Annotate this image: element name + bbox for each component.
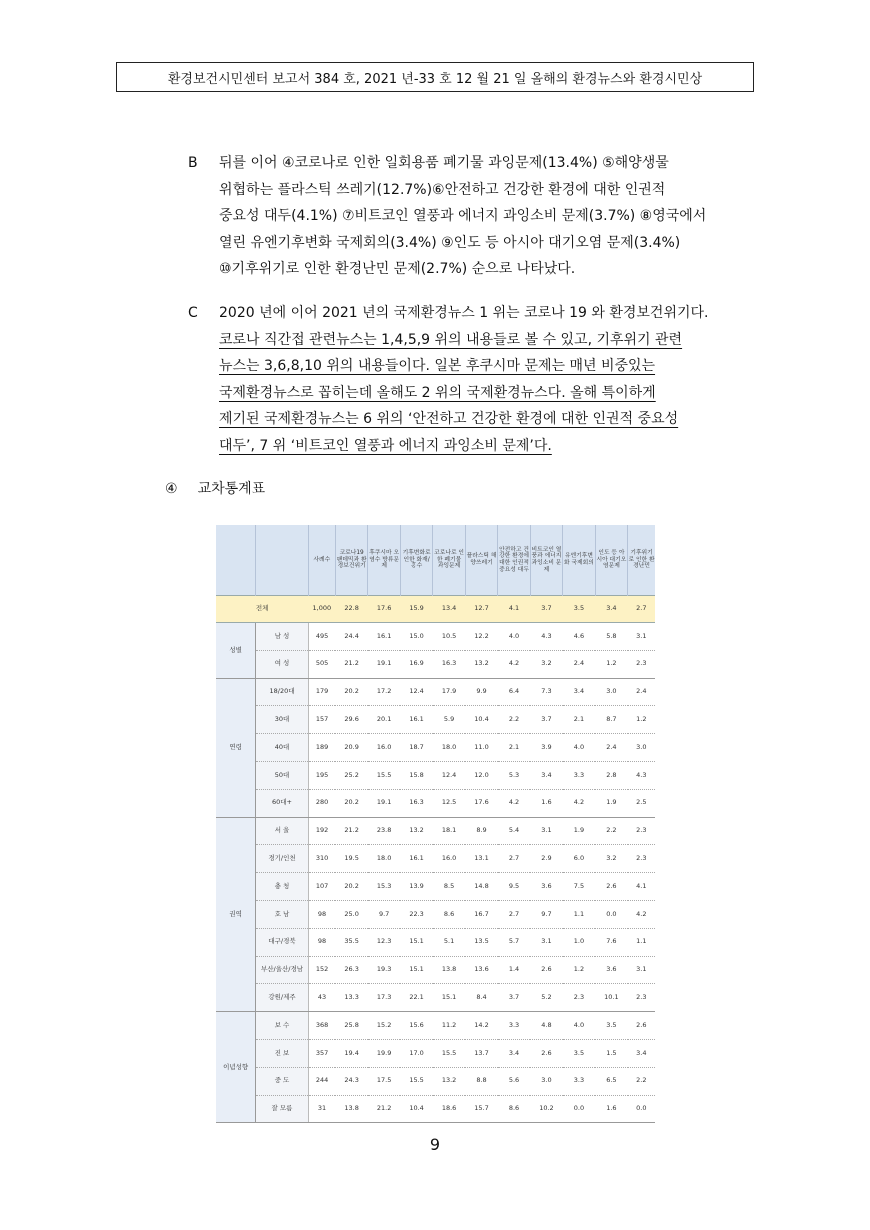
table-cell: 8.5 xyxy=(433,873,465,901)
table-row xyxy=(216,678,655,706)
table-cell: 280 xyxy=(308,789,335,817)
table-cell: 5.6 xyxy=(498,1067,530,1095)
table-cell: 9.7 xyxy=(530,900,562,928)
table-cell: 12.7 xyxy=(465,596,497,623)
table-cell: 19.1 xyxy=(368,789,400,817)
table-cell: 17.5 xyxy=(368,1067,400,1095)
table-cell: 16.1 xyxy=(400,706,432,734)
table-cell: 19.1 xyxy=(368,650,400,678)
table-row xyxy=(216,706,655,734)
table-cell: 2.2 xyxy=(628,1067,655,1095)
table-cell: 16.7 xyxy=(465,900,497,928)
table-cell: 7.5 xyxy=(563,873,595,901)
table-cell: 192 xyxy=(308,817,335,845)
table-header-cell: 안전하고 건강한 환경에 대한 인권적 중요성 대두 xyxy=(498,525,530,596)
row-label: 강원/제주 xyxy=(256,984,308,1012)
table-row xyxy=(216,761,655,789)
paragraph-b-line: 뒤를 이어 ④코로나로 인한 일회용품 폐기물 과잉문제(13.4%) ⑤해양생물 xyxy=(219,155,669,171)
table-cell: 3.0 xyxy=(595,678,627,706)
table-cell: 152 xyxy=(308,956,335,984)
paragraph-c-line: 국제환경뉴스로 꼽히는데 올해도 2 위의 국제환경뉴스다. 올해 특이하게 xyxy=(219,384,656,401)
table-cell: 6.0 xyxy=(563,845,595,873)
table-cell: 4.8 xyxy=(530,1012,562,1040)
table-cell: 25.2 xyxy=(335,761,367,789)
table-cell: 5.3 xyxy=(498,761,530,789)
table-cell: 16.0 xyxy=(433,845,465,873)
table-header-cell: 인도 등 아시아 대기오염문제 xyxy=(595,525,627,596)
table-cell: 3.1 xyxy=(530,817,562,845)
table-cell: 25.0 xyxy=(335,900,367,928)
table-cell: 14.2 xyxy=(465,1012,497,1040)
table-cell: 5.4 xyxy=(498,817,530,845)
row-label: 18/20대 xyxy=(256,678,308,706)
table-cell: 1.6 xyxy=(595,1095,627,1123)
table-row xyxy=(216,873,655,901)
table-cell: 189 xyxy=(308,734,335,762)
table-cell: 12.2 xyxy=(465,623,497,651)
table-header-cell: 코로나로 인한 폐기물 과잉문제 xyxy=(433,525,465,596)
table-cell: 3.5 xyxy=(563,1039,595,1067)
table-cell: 16.9 xyxy=(400,650,432,678)
table-cell: 3.5 xyxy=(595,1012,627,1040)
table-cell: 2.3 xyxy=(628,845,655,873)
table-cell: 23.8 xyxy=(368,817,400,845)
table-cell: 13.8 xyxy=(433,956,465,984)
table-cell: 4.6 xyxy=(563,623,595,651)
table-row xyxy=(216,984,655,1012)
table-cell: 17.6 xyxy=(465,789,497,817)
table-cell: 2.7 xyxy=(498,900,530,928)
table-cell: 13.8 xyxy=(335,1095,367,1123)
row-label: 잘 모름 xyxy=(256,1095,308,1123)
table-cell: 3.7 xyxy=(530,706,562,734)
table-cell: 12.3 xyxy=(368,928,400,956)
table-cell: 4.2 xyxy=(628,900,655,928)
table-cell: 17.9 xyxy=(433,678,465,706)
section-title: 교차통계표 xyxy=(197,481,266,497)
table-cell: 8.7 xyxy=(595,706,627,734)
table-cell: 3.2 xyxy=(595,845,627,873)
row-label: 50대 xyxy=(256,761,308,789)
table-cell: 17.2 xyxy=(368,678,400,706)
table-cell: 3.4 xyxy=(530,761,562,789)
table-cell: 43 xyxy=(308,984,335,1012)
table-cell: 4.0 xyxy=(563,1012,595,1040)
table-cell: 22.8 xyxy=(335,596,367,623)
report-header xyxy=(116,62,754,92)
table-cell: 2.7 xyxy=(628,596,655,623)
table-cell: 5.9 xyxy=(433,706,465,734)
table-cell: 5.7 xyxy=(498,928,530,956)
table-cell: 19.5 xyxy=(335,845,367,873)
table-cell: 22.1 xyxy=(400,984,432,1012)
table-cell: 5.8 xyxy=(595,623,627,651)
table-cell: 20.2 xyxy=(335,873,367,901)
table-cell: 20.9 xyxy=(335,734,367,762)
table-cell: 310 xyxy=(308,845,335,873)
table-cell: 3.4 xyxy=(563,678,595,706)
table-cell: 20.1 xyxy=(368,706,400,734)
table-cell: 11.2 xyxy=(433,1012,465,1040)
table-cell: 2.3 xyxy=(628,984,655,1012)
table-cell: 15.3 xyxy=(368,873,400,901)
table-cell: 505 xyxy=(308,650,335,678)
table-cell: 2.2 xyxy=(498,706,530,734)
table-row xyxy=(216,650,655,678)
table-cell: 357 xyxy=(308,1039,335,1067)
table-row xyxy=(216,900,655,928)
table-cell: 13.2 xyxy=(465,650,497,678)
table-cell: 3.1 xyxy=(628,623,655,651)
table-header-cell: 비트코인 열풍과 에너지 과잉소비 문제 xyxy=(530,525,562,596)
table-cell: 13.1 xyxy=(465,845,497,873)
table-cell: 2.9 xyxy=(530,845,562,873)
table-cell: 15.1 xyxy=(400,928,432,956)
row-label: 중 도 xyxy=(256,1067,308,1095)
paragraph-b-marker: B xyxy=(188,155,198,171)
table-header-row xyxy=(216,525,655,596)
table-cell: 16.3 xyxy=(400,789,432,817)
table-cell: 3.9 xyxy=(530,734,562,762)
table-cell: 15.8 xyxy=(400,761,432,789)
table-row xyxy=(216,623,655,651)
table-cell: 13.2 xyxy=(400,817,432,845)
table-cell: 19.4 xyxy=(335,1039,367,1067)
table-header-cell: 기후변화로 인한 화재/홍수 xyxy=(400,525,432,596)
row-label: 진 보 xyxy=(256,1039,308,1067)
table-cell: 10.4 xyxy=(465,706,497,734)
paragraph-c-marker: C xyxy=(188,305,198,321)
table-cell: 5.1 xyxy=(433,928,465,956)
table-cell: 98 xyxy=(308,928,335,956)
table-cell: 15.5 xyxy=(433,1039,465,1067)
table-cell: 4.1 xyxy=(498,596,530,623)
table-header-cell: 유엔기후변화 국제회의 xyxy=(563,525,595,596)
row-label: 대구/경북 xyxy=(256,928,308,956)
table-cell: 3.3 xyxy=(498,1012,530,1040)
paragraph-c-line: 제기된 국제환경뉴스는 6 위의 ‘안전하고 건강한 환경에 대한 인권적 중요성 xyxy=(219,411,679,427)
paragraph-c-line: 코로나 직간접 관련뉴스는 1,4,5,9 위의 내용들로 볼 수 있고, 기후위기 관련 xyxy=(219,331,683,348)
table-cell: 10.4 xyxy=(400,1095,432,1123)
table-header-cell: 기후위기로 인한 환경난민 xyxy=(628,525,655,596)
table-cell: 20.2 xyxy=(335,678,367,706)
paragraph-b-line: ⑩기후위기로 인한 환경난민 문제(2.7%) 순으로 나타났다. xyxy=(219,261,576,277)
table-cell: 15.5 xyxy=(400,1067,432,1095)
table-cell: 3.4 xyxy=(628,1039,655,1067)
table-cell: 29.6 xyxy=(335,706,367,734)
table-cell: 10.5 xyxy=(433,623,465,651)
paragraph-b-line: 위협하는 플라스틱 쓰레기(12.7%)⑥안전하고 건강한 환경에 대한 인권적 xyxy=(219,181,666,198)
table-cell: 15.5 xyxy=(368,761,400,789)
table-cell: 0.0 xyxy=(595,900,627,928)
table-cell: 3.2 xyxy=(530,650,562,678)
table-cell: 4.1 xyxy=(628,873,655,901)
table-cell: 20.2 xyxy=(335,789,367,817)
table-cell: 3.1 xyxy=(530,928,562,956)
table-cell: 15.1 xyxy=(433,984,465,1012)
table-cell: 0.0 xyxy=(628,1095,655,1123)
table-cell: 21.2 xyxy=(335,650,367,678)
table-row xyxy=(216,956,655,984)
row-label: 보 수 xyxy=(256,1012,308,1040)
table-cell: 179 xyxy=(308,678,335,706)
table-row xyxy=(216,845,655,873)
group-label: 권역 xyxy=(216,817,256,1012)
table-cell: 6.4 xyxy=(498,678,530,706)
cross-tab-table xyxy=(216,525,655,1123)
paragraph-b-line: 열린 유엔기후변화 국제회의(3.4%) ⑨인도 등 아시아 대기오염 문제(3.4%) xyxy=(219,234,681,251)
table-cell: 26.3 xyxy=(335,956,367,984)
table-cell: 2.4 xyxy=(563,650,595,678)
table-cell: 3.5 xyxy=(563,596,595,623)
table-cell: 2.6 xyxy=(530,956,562,984)
table-row xyxy=(216,1095,655,1123)
table-cell: 195 xyxy=(308,761,335,789)
table-cell: 16.0 xyxy=(368,734,400,762)
table-header-cell xyxy=(216,525,256,596)
row-label: 호 남 xyxy=(256,900,308,928)
table-cell: 3.4 xyxy=(595,596,627,623)
table-cell: 16.3 xyxy=(433,650,465,678)
table-cell: 10.2 xyxy=(530,1095,562,1123)
table-cell: 8.9 xyxy=(465,817,497,845)
table-cell: 17.3 xyxy=(368,984,400,1012)
table-cell: 18.6 xyxy=(433,1095,465,1123)
table-cell: 24.4 xyxy=(335,623,367,651)
page-number: 9 xyxy=(429,1135,441,1154)
paragraph-c-line: 2020 년에 이어 2021 년의 국제환경뉴스 1 위는 코로나 19 와 환경보건위기다. xyxy=(219,305,709,321)
table-cell: 4.0 xyxy=(498,623,530,651)
table-cell: 495 xyxy=(308,623,335,651)
table-cell: 16.1 xyxy=(368,623,400,651)
table-cell: 24.3 xyxy=(335,1067,367,1095)
row-label: 부산/울산/경남 xyxy=(256,956,308,984)
table-cell: 2.3 xyxy=(628,650,655,678)
table-cell: 4.2 xyxy=(498,789,530,817)
table-row xyxy=(216,928,655,956)
table-cell: 1.4 xyxy=(498,956,530,984)
table-cell: 1.2 xyxy=(595,650,627,678)
table-cell: 15.6 xyxy=(400,1012,432,1040)
table-cell: 1.9 xyxy=(563,817,595,845)
table-cell: 18.0 xyxy=(433,734,465,762)
table-cell: 22.3 xyxy=(400,900,432,928)
table-cell: 1.9 xyxy=(595,789,627,817)
table-cell: 8.6 xyxy=(433,900,465,928)
table-cell: 0.0 xyxy=(563,1095,595,1123)
table-cell: 25.8 xyxy=(335,1012,367,1040)
table-cell: 13.5 xyxy=(465,928,497,956)
table-cell: 19.3 xyxy=(368,956,400,984)
table-cell: 21.2 xyxy=(335,817,367,845)
table-cell: 18.0 xyxy=(368,845,400,873)
table-cell: 3.6 xyxy=(530,873,562,901)
paragraph-c-line: 뉴스는 3,6,8,10 위의 내용들이다. 일본 후쿠시마 문제는 매년 비중있는 xyxy=(219,358,656,374)
table-cell: 19.9 xyxy=(368,1039,400,1067)
table-cell: 98 xyxy=(308,900,335,928)
table-row xyxy=(216,789,655,817)
table-cell: 3.6 xyxy=(595,956,627,984)
table-cell: 1.0 xyxy=(563,928,595,956)
group-label: 이념성향 xyxy=(216,1012,256,1123)
table-cell: 1.1 xyxy=(563,900,595,928)
row-label: 60대+ xyxy=(256,789,308,817)
table-cell: 11.0 xyxy=(465,734,497,762)
table-header-cell: 플라스틱 해양쓰레기 xyxy=(465,525,497,596)
total-label: 전체 xyxy=(216,596,308,623)
group-label: 연령 xyxy=(216,678,256,817)
report-header-title: 환경보건시민센터 보고서 384 호, 2021 년-33 호 12 월 21 일 올해의 환경뉴스와 환경시민상 xyxy=(167,71,703,87)
table-cell: 31 xyxy=(308,1095,335,1123)
section-marker: ④ xyxy=(165,481,178,497)
table-header-cell: 사례수 xyxy=(308,525,335,596)
table-row xyxy=(216,734,655,762)
table-cell: 4.2 xyxy=(563,789,595,817)
table-cell: 21.2 xyxy=(368,1095,400,1123)
table-cell: 8.6 xyxy=(498,1095,530,1123)
row-label: 서 울 xyxy=(256,817,308,845)
table-cell: 13.9 xyxy=(400,873,432,901)
table-cell: 2.6 xyxy=(530,1039,562,1067)
table-cell: 17.6 xyxy=(368,596,400,623)
table-cell: 9.5 xyxy=(498,873,530,901)
table-cell: 3.0 xyxy=(628,734,655,762)
table-cell: 12.5 xyxy=(433,789,465,817)
row-label: 30대 xyxy=(256,706,308,734)
table-cell: 15.2 xyxy=(368,1012,400,1040)
table-cell: 18.1 xyxy=(433,817,465,845)
table-cell: 16.1 xyxy=(400,845,432,873)
table-cell: 1.6 xyxy=(530,789,562,817)
table-cell: 18.7 xyxy=(400,734,432,762)
table-cell: 12.4 xyxy=(433,761,465,789)
table-cell: 7.3 xyxy=(530,678,562,706)
table-cell: 1.1 xyxy=(628,928,655,956)
section-heading xyxy=(165,478,285,498)
table-cell: 368 xyxy=(308,1012,335,1040)
table-cell: 15.0 xyxy=(400,623,432,651)
table-header-cell: 후쿠시마 오염수 방류문제 xyxy=(368,525,400,596)
table-cell: 13.2 xyxy=(433,1067,465,1095)
table-cell: 12.0 xyxy=(465,761,497,789)
table-cell: 4.3 xyxy=(530,623,562,651)
table-cell: 15.7 xyxy=(465,1095,497,1123)
table-cell: 1.2 xyxy=(563,956,595,984)
table-cell: 2.4 xyxy=(595,734,627,762)
table-cell: 13.3 xyxy=(335,984,367,1012)
table-row xyxy=(216,1039,655,1067)
table-cell: 244 xyxy=(308,1067,335,1095)
table-cell: 15.9 xyxy=(400,596,432,623)
paragraph-b-line: 중요성 대두(4.1%) ⑦비트코인 열풍과 에너지 과잉소비 문제(3.7%) ⑧영국에서 xyxy=(219,208,707,224)
table-row xyxy=(216,1067,655,1095)
table-cell: 3.0 xyxy=(530,1067,562,1095)
table-cell: 2.5 xyxy=(628,789,655,817)
table-cell: 2.3 xyxy=(628,817,655,845)
table-cell: 7.6 xyxy=(595,928,627,956)
table-cell: 3.7 xyxy=(498,984,530,1012)
paragraph-c-line: 대두’, 7 위 ‘비트코인 열풍과 에너지 과잉소비 문제’다. xyxy=(219,437,552,454)
table-header-cell xyxy=(256,525,308,596)
table-cell: 5.2 xyxy=(530,984,562,1012)
table-cell: 3.4 xyxy=(498,1039,530,1067)
table-cell: 3.3 xyxy=(563,1067,595,1095)
row-label: 40대 xyxy=(256,734,308,762)
table-cell: 1.5 xyxy=(595,1039,627,1067)
table-cell: 12.4 xyxy=(400,678,432,706)
row-label: 경기/인천 xyxy=(256,845,308,873)
table-cell: 2.7 xyxy=(498,845,530,873)
row-label: 충 청 xyxy=(256,873,308,901)
table-cell: 2.3 xyxy=(563,984,595,1012)
table-cell: 2.1 xyxy=(498,734,530,762)
table-cell: 13.4 xyxy=(433,596,465,623)
table-cell: 10.1 xyxy=(595,984,627,1012)
table-cell: 2.8 xyxy=(595,761,627,789)
table-cell: 1.2 xyxy=(628,706,655,734)
table-cell: 157 xyxy=(308,706,335,734)
table-cell: 2.6 xyxy=(628,1012,655,1040)
group-label: 성별 xyxy=(216,623,256,679)
table-cell: 4.0 xyxy=(563,734,595,762)
table-cell: 3.1 xyxy=(628,956,655,984)
table-cell: 8.8 xyxy=(465,1067,497,1095)
table-cell: 35.5 xyxy=(335,928,367,956)
table-row xyxy=(216,817,655,845)
table-cell: 8.4 xyxy=(465,984,497,1012)
table-cell: 17.0 xyxy=(400,1039,432,1067)
table-cell: 3.3 xyxy=(563,761,595,789)
table-cell: 2.1 xyxy=(563,706,595,734)
table-cell: 2.2 xyxy=(595,817,627,845)
table-header-cell: 코로나19 팬데믹과 환경보건위기 xyxy=(335,525,367,596)
table-cell: 13.6 xyxy=(465,956,497,984)
table-cell: 6.5 xyxy=(595,1067,627,1095)
table-cell: 15.1 xyxy=(400,956,432,984)
table-cell: 4.3 xyxy=(628,761,655,789)
table-cell: 9.7 xyxy=(368,900,400,928)
row-label: 남 성 xyxy=(256,623,308,651)
table-cell: 4.2 xyxy=(498,650,530,678)
table-total-row xyxy=(216,596,655,623)
table-cell: 13.7 xyxy=(465,1039,497,1067)
table-cell: 3.7 xyxy=(530,596,562,623)
table-cell: 9.9 xyxy=(465,678,497,706)
table-row xyxy=(216,1012,655,1040)
table-cell: 107 xyxy=(308,873,335,901)
table-cell: 1,000 xyxy=(308,596,335,623)
row-label: 여 성 xyxy=(256,650,308,678)
table-cell: 2.6 xyxy=(595,873,627,901)
table-cell: 14.8 xyxy=(465,873,497,901)
table-cell: 2.4 xyxy=(628,678,655,706)
